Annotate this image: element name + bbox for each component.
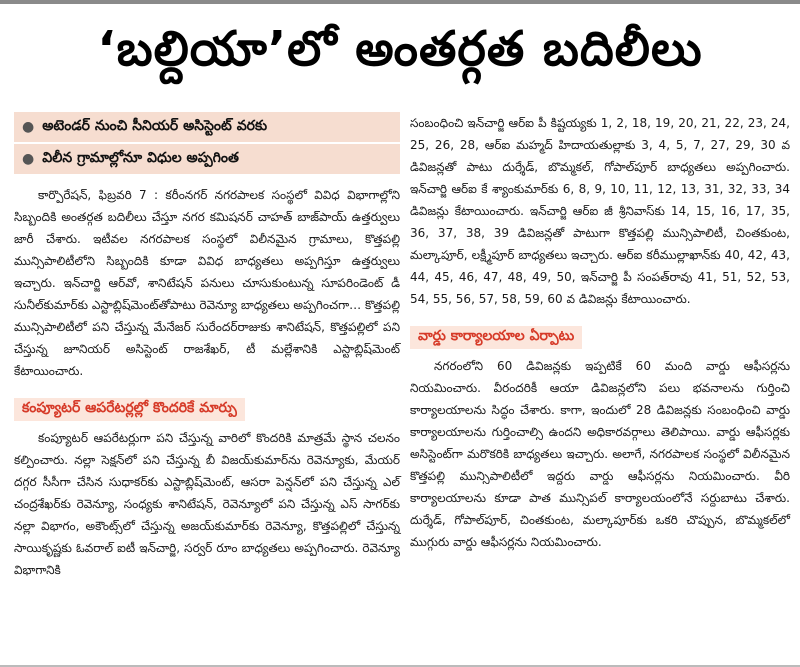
bullet-icon: ●: [22, 119, 35, 135]
deck-line-2: [14, 144, 400, 176]
left-paragraph-2: కంప్యూటర్ ఆపరేటర్లుగా పని చేస్తున్న వారిలో కొందరికి మాత్రమే స్థాన చలనం కల్పించారు. నల్లా సెక్షన్‌లో పని చేస్తున్న బీ విజయ్‌కుమార్‌ను రెవెన్యూకు, మేయర్ దగ్గర సీసీగా చేసిన సుధాకర్‌కు ఎస్టాబ్లిష్‌మెంట్, ఆసరా పెన్షన్‌లో పని చేస్తున్న ఎల్ చంద్రశేఖర్‌కు రెవెన్యూ, సంధ్యకు శానిటేషన్, రెవెన్యూలో పని చేస్తున్న ఎస్ సాగర్‌కు నల్లా విభాగం, అకౌంట్స్‌లో చేస్తున్న అజయ్‌కుమార్‌కు రెవెన్యూ, కొత్తపల్లిలో చేస్తున్న సాయికృష్ణకు ఓవరాల్ ఐటీ ఇన్‌చార్జి, సర్వర్ రూం బాధ్యతలు అప్పగించారు. రెవెన్యూ విభాగానికి: [14, 431, 400, 577]
deck-line-1: [14, 112, 400, 144]
bullet-icon: ●: [22, 151, 35, 167]
deck-text-2: విలీన గ్రామాల్లోనూ విధుల అప్పగింత: [42, 149, 239, 166]
right-paragraph-1: సంబంధించి ఇన్‌చార్జి ఆర్‌ఐ పీ కిష్టయ్యకు 1, 2, 18, 19, 20, 21, 22, 23, 24, 25, 26, 28, ఆర్‌ఐ మహ్మద్ హిదాయతుల్లాకు 3, 4, 5, 7, 27, 29, 30 వ డివిజన్లతో పాటు దుర్శేడ్, బొమ్మకల్, గోపాల్‌పూర్ బాధ్యతలు అప్పగించారు. ఇన్‌చార్జి ఆర్‌ఐ కే శ్యాంకుమార్‌కు 6, 8, 9, 10, 11, 12, 13, 31, 32, 33, 34 డివిజన్లు కేటాయించారు. ఇన్‌చార్జి ఆర్‌ఐ జీ శ్రీనివాస్‌కు 14, 15, 16, 17, 35, 36, 37, 38, 39 డివిజన్లతో పాటుగా కొత్తపల్లి మున్సిపాలిటీ, చింతకుంట, మల్కాపూర్, లక్ష్మీపూర్ బాధ్యతలు ఇచ్చారు. ఆర్‌ఐ కరీముల్లాఖాన్‌కు 40, 42, 43, 44, 45, 46, 47, 48, 49, 50, ఇన్‌చార్జి పీ సంపత్‌రావు 41, 51, 52, 53, 54, 55, 56, 57, 58, 59, 60 వ డివిజన్లు కేటాయించారు.: [410, 116, 790, 306]
right-column: [410, 112, 790, 553]
left-column: [14, 112, 400, 581]
right-subhead: వార్డు కార్యాలయాల ఏర్పాటు: [410, 326, 582, 349]
right-paragraph-2: నగరంలోని 60 డివిజన్లకు ఇప్పటికే 60 మంది వార్డు ఆఫీసర్లను నియమించారు. వీరందరికీ ఆయా డివిజన్లలోని పలు భవనాలను గుర్తించి కార్యాలయాలను సిద్ధం చేశారు. కాగా, ఇందులో 28 డివిజన్లకు సంబంధించి వార్డు కార్యాలయాలను గుర్తించాల్సి ఉందని అధికారవర్గాలు తెలిపాయి. వార్డు ఆఫీసర్లకు అసిస్టెంట్‌గా మరొకరికి బాధ్యతలు ఇచ్చారు. అలాగే, నగరపాలక సంస్థలో విలీనమైన కొత్తపల్లి మున్సిపాలిటీలో ఇద్దరు వార్డు ఆఫీసర్లను నియమించారు. వీరి కార్యాలయాలను కూడా పాత మున్సిపల్ కార్యాలయంలోనే సర్దుబాటు చేశారు. దుర్శేడ్, గోపాల్‌పూర్, చింతకుంట, మల్కాపూర్‌కు ఒకరి చొప్పున, బొమ్మకల్‌లో ముగ్గురు వార్డు ఆఫీసర్లను నియమించారు.: [410, 359, 790, 549]
right-subhead-wrap: [410, 316, 790, 355]
left-subhead-wrap: [14, 388, 400, 427]
top-rule: [0, 0, 800, 4]
left-paragraph-1: కార్పొరేషన్, ఫిబ్రవరి 7 : కరీంనగర్ నగరపాలక సంస్థలో వివిధ విభాగాల్లోని సిబ్బందికి అంతర్గత బదిలీలు చేస్తూ నగర కమిషనర్ చాహత్ బాజ్‌పాయ్ ఉత్తర్వులు జారీ చేశారు. ఇటీవల నగరపాలక సంస్థలో విలీనమైన గ్రామాలు, కొత్తపల్లి మున్సిపాలిటీలోని సిబ్బందికి కూడా వివిధ బాధ్యతలు అప్పగిస్తూ ఉత్తర్వులు ఇచ్చారు. ఇన్‌చార్జి ఆర్‌వో, శానిటేషన్ పనులు చూసుకుంటున్న సూపరిండెంట్ డీ సునీల్‌కుమార్‌కు ఎస్టాబ్లిష్‌మెంట్‌తోపాటు రెవెన్యూ బాధ్యతలు అప్పగించగా… కొత్తపల్లి మున్సిపాలిటీలో పని చేస్తున్న మేనేజర్ సురేందర్‌రాజుకు శానిటేషన్, కొత్తపల్లిలో పని చేస్తున్న జూనియర్ అసిస్టెంట్ రాజశేఖర్, టీ మల్లేశానికి ఎస్టాబ్లిష్‌మెంట్ కేటాయించారు.: [14, 188, 400, 378]
headline: ‘బల్దియా’లో అంతర్గత బదిలీలు: [97, 21, 703, 77]
deck-text-1: అటెండర్ నుంచి సీనియర్ అసిస్టెంట్ వరకు: [42, 117, 268, 134]
left-subhead: కంప్యూటర్ ఆపరేటర్లల్లో కొందరికే మార్పు: [14, 398, 245, 421]
